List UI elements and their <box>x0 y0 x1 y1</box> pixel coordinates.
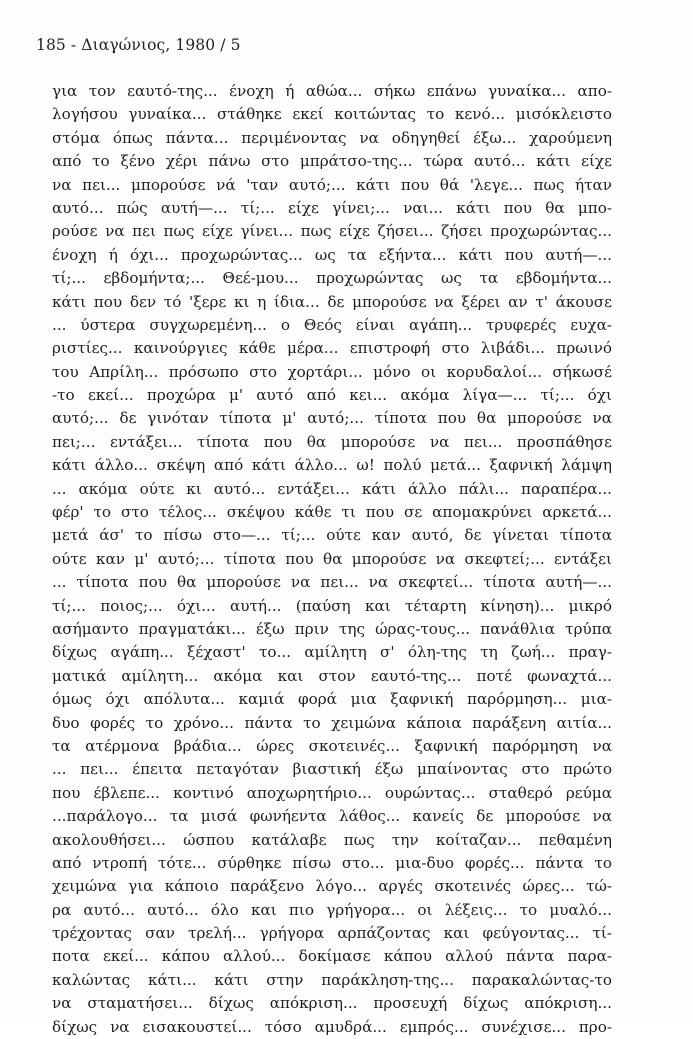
text-line: δυο φορές το χρόνο... πάντα το χειμώνα κάποια παράξενη αιτία... <box>52 713 612 732</box>
text-line: δίχως αγάπη... ξέχαστ' το... αμίλητη σ' όλη-της τη ζωή... πραγ- <box>52 643 612 662</box>
text-line: όμως όχι απόλυτα... καμιά φορά μια ξαφνική παρόρμηση... μια- <box>52 690 612 709</box>
text-line: ούτε καν μ' αυτό;... τίποτα που θα μπορούσε να σκεφτεί;... εντάξει <box>52 549 612 568</box>
text-line: ... τίποτα που θα μπορούσε να πει... να σκεφτεί... τίποτα αυτή—... <box>52 573 612 592</box>
text-line: πει;... εντάξει... τίποτα που θα μπορούσε να πει... προσπάθησε <box>52 432 612 451</box>
text-line: ασήμαντο πραγματάκι... έξω πριν της ώρας-τους... πανάθλια τρύπα <box>52 619 612 638</box>
text-line: αυτό... πώς αυτή—... τί;... είχε γίνει;... ναι... κάτι που θα μπο- <box>52 198 612 217</box>
text-line: ματικά αμίλητη... ακόμα και στον εαυτό-της... ποτέ φωναχτά... <box>52 666 612 685</box>
text-line: ... ύστερα συγχωρεμένη... ο Θεός είναι αγάπη... τρυφερές ευχα- <box>52 315 612 334</box>
text-line: μετά άσ' το πίσω στο—... τί;... ούτε καν αυτό, δε γίνεται τίποτα <box>52 526 612 545</box>
text-line: ... ακόμα ούτε κι αυτό... εντάξει... κάτι άλλο πάλι... παραπέρα... <box>52 479 612 498</box>
text-line: χειμώνα για κάποιο παράξενο λόγο... αργές σκοτεινές ώρες... τώ- <box>52 877 612 896</box>
text-line: -το εκεί... προχώρα μ' αυτό από κει... ακόμα λίγα—... τί;... όχι <box>52 386 612 405</box>
text-line: από το ξένο χέρι πάνω στο μπράτσο-της... τώρα αυτό... κάτι είχε <box>52 152 612 171</box>
text-line: τί;... εβδομήντα;... Θεέ-μου... προχωρώντας ως τα εβδομήντα... <box>52 269 612 288</box>
text-line: στόμα όπως πάντα... περιμένοντας να οδηγηθεί έξω... χαρούμενη <box>52 128 612 147</box>
text-line: καλώντας κάτι... κάτι στην παράκληση-της... παρακαλώντας-το <box>52 970 612 989</box>
text-line: ποτα εκεί... κάπου αλλού... δοκίμασε κάπου αλλού πάντα παρα- <box>52 947 612 966</box>
text-line: να σταματήσει... δίχως απόκριση... προσευχή δίχως απόκριση... <box>52 994 612 1013</box>
running-header: 185 - Διαγώνιος, 1980 / 5 <box>36 36 241 54</box>
text-line: ρα αυτό... αυτό... όλο και πιο γρήγορα... οι λέξεις... το μυαλό... <box>52 900 612 919</box>
text-line: τί;... ποιος;... όχι... αυτή... (παύση και τέταρτη κίνηση)... μικρό <box>52 596 612 615</box>
text-line: λογήσου γυναίκα... στάθηκε εκεί κοιτώντας το κενό... μισόκλειστο <box>52 105 612 124</box>
text-line: ... πει... έπειτα πεταγόταν βιαστική έξω μπαίνοντας στο πρώτο <box>52 760 612 779</box>
text-line: δίχως να εισακουστεί... τόσο αμυδρά... εμπρός... συνέχισε... προ- <box>52 1017 612 1036</box>
text-line: κάτι που δεν τό 'ξερε κι η ίδια... δε μπορούσε να ξέρει αν τ' άκουσε <box>52 292 612 311</box>
text-line: ρούσε να πει πως είχε γίνει... πως είχε ζήσει... ζήσει προχωρώντας... <box>52 222 612 241</box>
text-line: ένοχη ή όχι... προχωρώντας... ως τα εξήντα... κάτι που αυτή—... <box>52 245 612 264</box>
text-line: ...παράλογο... τα μισά φωνήεντα λάθος... κανείς δε μπορούσε να <box>52 807 612 826</box>
text-line: κάτι άλλο... σκέψη από κάτι άλλο... ω! πολύ μετά... ξαφνική λάμψη <box>52 456 612 475</box>
text-line: από ντροπή τότε... σύρθηκε πίσω στο... μια-δυο φορές... πάντα το <box>52 853 612 872</box>
text-line: αυτό;... δε γινόταν τίποτα μ' αυτό;... τίποτα που θα μπορούσε να <box>52 409 612 428</box>
text-line: του Απρίλη... πρόσωπο στο χορτάρι... μόνο οι κορυδαλοί... σήκωσέ <box>52 362 612 381</box>
body-text <box>52 80 612 1039</box>
text-line: να πει... μπορούσε νά 'ταν αυτό;... κάτι που θά 'λεγε... πως ήταν <box>52 175 612 194</box>
text-line: φέρ' το στο τέλος... σκέψου κάθε τι που σε απομακρύνει αρκετά... <box>52 503 612 522</box>
text-line: τρέχοντας σαν τρελή... γρήγορα αρπάζοντας και φεύγοντας... τί- <box>52 924 612 943</box>
text-line: ριστίες... καινούργιες κάθε μέρα... επιστροφή στο λιβάδι... πρωινό <box>52 339 612 358</box>
text-line: ακολουθήσει... ώσπου κατάλαβε πως την κοίταζαν... πεθαμένη <box>52 830 612 849</box>
text-line: τα ατέρμονα βράδια... ώρες σκοτεινές... ξαφνική παρόρμηση να <box>52 736 612 755</box>
text-line: που έβλεπε... κοντινό αποχωρητήριο... ουρώντας... σταθερό ρεύμα <box>52 783 612 802</box>
text-line: για τον εαυτό-της... ένοχη ή αθώα... σήκω επάνω γυναίκα... απο- <box>52 82 612 100</box>
